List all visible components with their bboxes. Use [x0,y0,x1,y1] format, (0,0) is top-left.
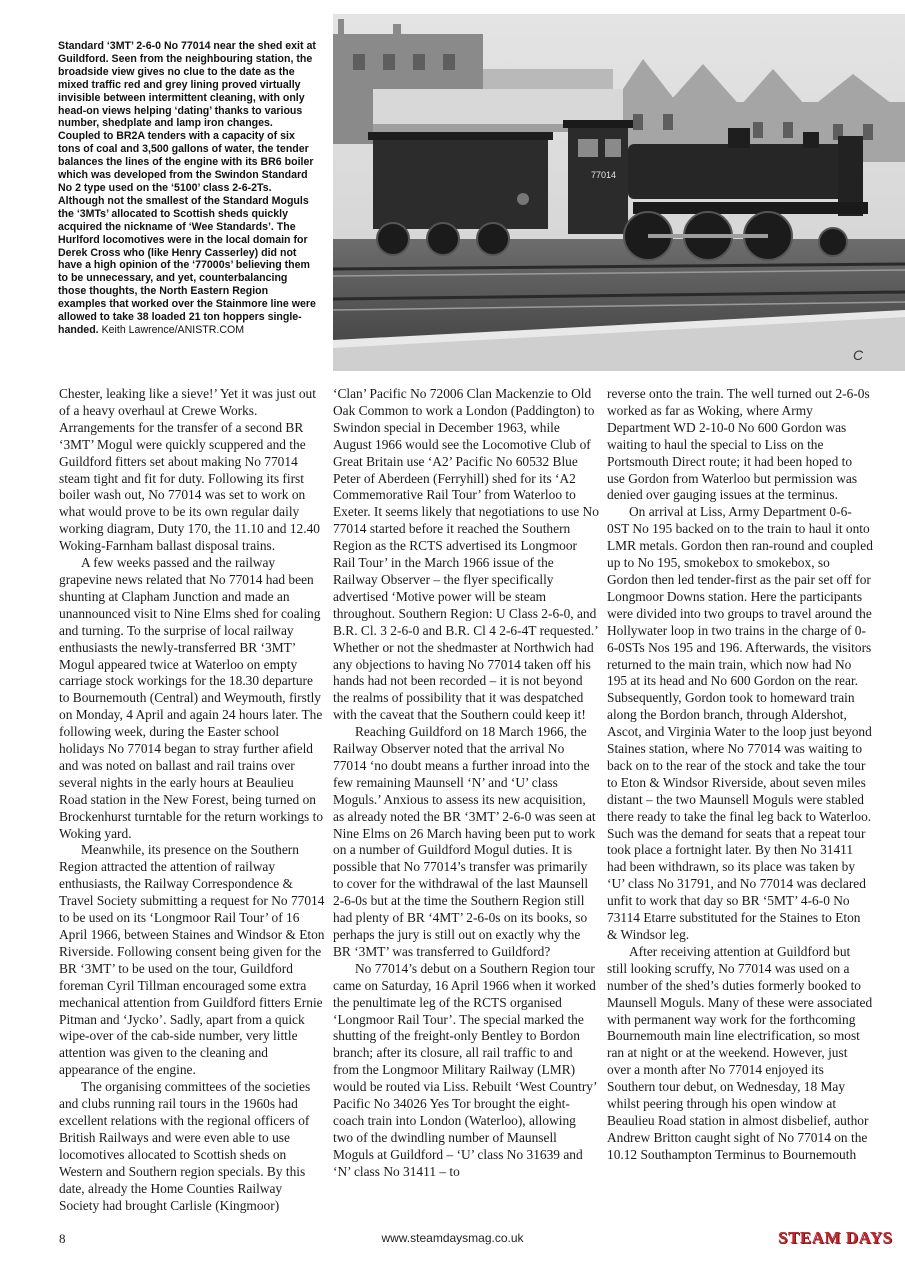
paragraph: Reaching Guildford on 18 March 1966, the Railway Observer noted that the arrival No 77014 ‘no doubt means a further inroad into the few remaining Maunsell ‘N’ and ‘U’ class Moguls.’ Anxious to assess its new acquisition, as already noted the BR ‘3MT’ 2-6-0 was seen at Nine Elms on 26 March having been put to work on a number of Guildford Mogul duties. It is possible that No 77014’s transfer was primarily to cover for the withdrawal of the last Maunsell 2-6-0s but at the time the Southern Region still had plenty of BR ‘4MT’ 2-6-0s on its books, so perhaps the jury is still out on exactly why the BR ‘3MT’ was transferred to Guildford? [333,724,596,959]
paragraph: ‘Clan’ Pacific No 72006 Clan Mackenzie to Old Oak Common to work a London (Paddington) to Swindon special in December 1963, while August 1966 would see the Locomotive Club of Great Britain use ‘A2’ Pacific No 60532 Blue Peter of Aberdeen (Ferryhill) shed for its ‘A2 Commemorative Rail Tour’ from Waterloo to Exeter. It seems likely that negotiations to use No 77014 started before it reached the Southern Region as the RCTS advertised its Longmoor Rail Tour’ in the March 1966 issue of the Railway Observer – the flyer specifically advertised ‘Motive power will be steam throughout. Southern Region: U Class 2-6-0, and B.R. Cl. 3 2-6-0 and B.R. Cl 4 2-6-4T requested.’ Whether or not the shedmaster at Northwich had any objections to having No 77014 taken off his hands had not been recorded – it is not beyond the realms of possibility that it was despatched with the caveat that the Southern could keep it! [333,386,599,723]
photo-caption [58,40,316,337]
text-column-2 [333,386,599,1181]
caption-credit: Keith Lawrence/ANISTR.COM [101,323,245,336]
paragraph: Chester, leaking like a sieve!’ Yet it was just out of a heavy overhaul at Crewe Works. Arrangements for the transfer of a second BR ‘3MT’ Mogul were quickly scuppered and the Guildford fitters set about making No 77014 steam tight and fit for duty. Following its first boiler wash out, No 77014 was set to work on what would prove to be its own regular daily working diagram, Duty 170, the 11.10 and 12.40 Woking-Farnham ballast disposal trains. [59,386,320,554]
paragraph: The organising committees of the societies and clubs running rail tours in the 1960s had excellent relations with the regional officers of British Railways and were even able to use locomotives allocated to Scottish sheds on Western and Southern region specials. By this date, already the Home Counties Railway Society had brought Carlisle (Kingmoor) [59,1079,311,1213]
platform-mark: C [853,347,864,363]
text-column-3 [607,386,873,1164]
paragraph: A few weeks passed and the railway grapevine news related that No 77014 had been shunting at Clapham Junction and made an unannounced visit to Nine Elms shed for coaling and turning. To the surprise of local railway enthusiasts the newly-transferred BR ‘3MT’ Mogul appeared twice at Waterloo on empty carriage stock workings for the 18.30 departure to Bournemouth (Central) and Weymouth, firstly on Monday, 4 April and again 24 hours later. The following week, during the Easter school holidays No 77014 began to stray further afield and was noted on ballast and rail trains over several nights in the early hours at Beaulieu Road station in the New Forest, being turned on Brockenhurst turntable for the return workings to Woking yard. [59,555,324,841]
paragraph: reverse onto the train. The well turned out 2-6-0s worked as far as Woking, where Army Department WD 2-10-0 No 600 Gordon was waiting to haul the special to Liss on the Portsmouth Direct route; it had been hoped to use Gordon from Waterloo but permission was denied over gauging issues at the terminus. [607,386,870,503]
locomotive-photo [333,14,905,371]
caption-text: Standard ‘3MT’ 2-6-0 No 77014 near the shed exit at Guildford. Seen from the neighbouring station, the broadside view gives no clue to the date as the mixed traffic red and grey lining proved virtually invisible between intermittent cleaning, with only head-on views helping ‘dating’ thanks to various number, shedplate and lamp iron changes. Coupled to BR2A tenders with a capacity of six tons of coal and 3,500 gallons of water, the tender balances the lines of the engine with its BR6 boiler which was developed from the Swindon Standard No 2 type used on the ‘5100’ class 2-6-2Ts. Although not the smallest of the Standard Moguls the ‘3MTs’ allocated to Scottish sheds quickly acquired the nickname of ‘Wee Standards’. The Hurlford locomotives were in the local domain for Derek Cross who (like Henry Casserley) did not have a high opinion of the ‘77000s’ believing them to be unnecessary, and yet, counterbalancing those thoughts, the North Eastern Region examples that worked over the Stainmore line were allowed to take 38 loaded 21 ton hoppers single-handed. [58,40,316,336]
paragraph: No 77014’s debut on a Southern Region tour came on Saturday, 16 April 1966 when it worked the penultimate leg of the RCTS organised ‘Longmoor Rail Tour’. The special marked the shutting of the freight-only Bentley to Bordon branch; after its closure, all rail traffic to and from the Longmoor Military Railway (LMR) would be routed via Liss. Rebuilt ‘West Country’ Pacific No 34026 Yes Tor brought the eight-coach train into London (Waterloo), allowing two of the dwindling number of Maunsell Moguls at Guildford – ‘U’ class No 31639 and ‘N’ class No 31411 – to [333,960,597,1179]
paragraph: After receiving attention at Guildford but still looking scruffy, No 77014 was used on a number of the shed’s duties formerly booked to Maunsell Moguls. Many of these were associated with permanent way work for the forthcoming Bournemouth main line electrification, so most ran at night or at the weekend. However, just over a month after No 77014 enjoyed its Southern tour debut, on Wednesday, 18 May whilst peering through his open window at Beaulieu Road station in almost disbelief, author Andrew Britton caught sight of No 77014 on the 10.12 Southampton Terminus to Bournemouth [607,943,873,1162]
page-number: 8 [59,1231,66,1246]
paragraph: Meanwhile, its presence on the Southern Region attracted the attention of railway enthusiasts, the Railway Correspondence & Travel Society submitting a request for No 77014 to be used on its ‘Longmoor Rail Tour’ of 16 April 1966, between Staines and Windsor & Eton Riverside. Following consent being given for the BR ‘3MT’ to be used on the tour, Guildford foreman Cyril Tillman encouraged some extra mechanical attention from Guildford fitters Ernie Pitman and ‘Jycko’. Sadly, apart from a quick wipe-over of the cab-side number, very little attention was given to the cleaning and appearance of the engine. [59,842,325,1078]
paragraph: On arrival at Liss, Army Department 0-6-0ST No 195 backed on to the train to haul it onto LMR metals. Gordon then ran-round and coupled up to No 195, smokebox to smokebox, so Gordon then led tender-first as the pair set off for Longmoor Downs station. Here the participants were divided into two groups to travel around the Hollywater loop in two trains in the charge of 0-6-0STs Nos 195 and 196. Afterwards, the visitors returned to the main train, which now had No 195 at its head and No 600 Gordon on the rear. Subsequently, Gordon took to homeward train along the Bordon branch, through Aldershot, Ascot, and Virginia Water to the loop just beyond Staines station, where No 77014 was waiting to back on to the rear of the stock and take the tour to Eton & Windsor Riverside, about seven miles distant – the two Maunsell Moguls were stabled there ready to take the final leg back to Waterloo. Such was the demand for seats that a repeat tour took place a fortnight later. By then No 31411 had been withdrawn, so its place was taken by ‘U’ class No 31791, and No 77014 was declared unfit to work that day so BR ‘5MT’ 4-6-0 No 73114 Etarre substituted for the Staines to Eton & Windsor leg. [607,504,873,942]
steam-days-logo: STEAM DAYS [778,1228,893,1247]
text-column-1 [59,386,325,1214]
magazine-url: www.steamdaysmag.co.uk [381,1231,524,1245]
loco-number: 77014 [591,170,617,180]
